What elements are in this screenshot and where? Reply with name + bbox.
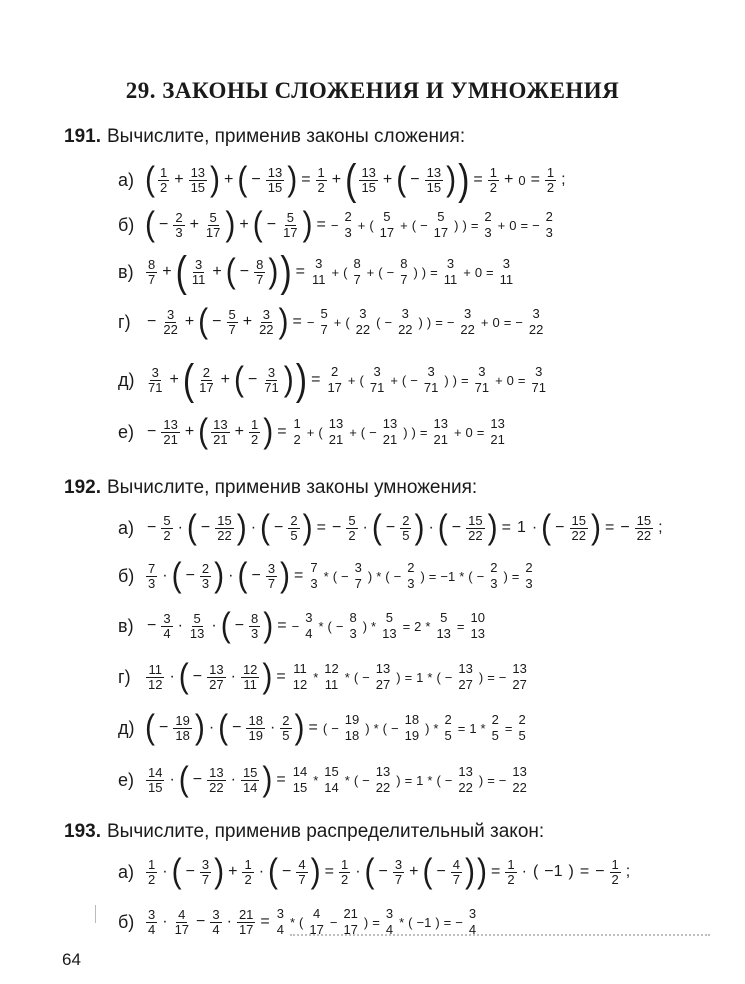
exercise-191-a — [118, 156, 569, 204]
item-label: г) — [118, 666, 131, 687]
printed-expression: $\frac{7}{3}$ · ( − $\frac{2}{3}$ ) · ( − $\frac{3}{7}$ ) = — [148, 556, 304, 595]
exercise-192-c — [118, 606, 489, 646]
printed-expression: − $\frac{3}{4}$ · $\frac{5}{13}$ · ( − $\frac{8}{3}$ ) = — [147, 606, 287, 645]
printed-expression: $\frac{8}{7}$ + ( $\frac{3}{11}$ + ( − $\frac{8}{7}$ ) ) = — [148, 248, 305, 296]
task-192-heading — [64, 477, 477, 499]
exercise-191-c — [118, 248, 517, 296]
exercise-192-e — [118, 708, 530, 748]
handwritten-answer: ( − 19 18 ) * ( − 18 19 ) * 2 5 = 1 * 2 5 = 2 5 — [322, 712, 526, 743]
exercise-191-e — [118, 356, 550, 404]
task-text: Вычислите, применив распределительный закон: — [106, 821, 545, 842]
item-label: в) — [118, 615, 134, 636]
exercise-191-d — [118, 302, 547, 342]
item-label: б) — [118, 565, 135, 586]
printed-expression: ( − $\frac{2}{3}$ + $\frac{5}{17}$ ) + ( − $\frac{5}{17}$ ) = — [145, 205, 326, 244]
handwritten-answer: − 5 7 + ( 3 22 ( − 3 22 ) ) = − 3 22 + 0 = − 3 22 — [306, 306, 544, 337]
page-title: 29. ЗАКОНЫ СЛОЖЕНИЯ И УМНОЖЕНИЯ — [125, 78, 620, 103]
handwritten-answer: 3 4 * ( 4 17 − 21 17 ) = 3 4 * ( −1 ) = − 3 4 — [276, 906, 477, 937]
printed-expression: − $\frac{3}{22}$ + ( − $\frac{5}{7}$ + $\frac{3}{22}$ ) = — [147, 302, 302, 341]
dotted-line — [290, 934, 710, 938]
handwritten-answer: 7 3 * ( − 3 7 ) * ( − 2 3 ) = −1 * ( − 2 3 ) = 2 3 — [310, 560, 533, 591]
item-label: б) — [118, 911, 135, 932]
handwritten-answer: 3 11 + ( 8 7 + ( − 8 7 ) ) = 3 11 + 0 = 3 11 — [312, 256, 514, 287]
printed-expression: $\frac{11}{12}$ · ( − $\frac{13}{27}$ · $\frac{12}{11}$ ) = — [148, 657, 286, 696]
handwritten-answer: − 3 4 * ( − 8 3 ) * 5 13 = 2 * 5 13 = 10 13 — [291, 610, 485, 641]
item-label: в) — [118, 261, 134, 282]
task-number: 191. — [64, 126, 101, 147]
item-label: е) — [118, 421, 135, 442]
exercise-192-b — [118, 556, 537, 596]
printed-expression: $\frac{3}{71}$ + ( $\frac{2}{17}$ + ( − $\frac{3}{71}$ ) ) = — [148, 356, 321, 404]
exercise-191-f — [118, 412, 509, 452]
page-number: 64 — [62, 950, 81, 969]
handwritten-answer: 11 12 * 12 11 * ( − 13 27 ) = 1 * ( − 13 27 ) = − 13 27 — [292, 661, 527, 692]
item-label: д) — [118, 717, 135, 738]
item-label: а) — [118, 517, 135, 538]
exercise-193-a — [118, 852, 633, 892]
handwritten-answer: − 2 3 + ( 5 17 + ( − 5 17 ) ) = 2 3 + 0 = − 2 3 — [330, 209, 553, 240]
handwritten-answer: 14 15 * 15 14 * ( − 13 22 ) = 1 * ( − 13 22 ) = − 13 22 — [292, 764, 527, 795]
task-number: 193. — [64, 821, 101, 842]
printed-expression: $\frac{1}{2}$ · ( − $\frac{3}{7}$ ) + $\frac{1}{2}$ · ( − $\frac{4}{7}$ ) = — [148, 852, 334, 891]
exercise-191-b — [118, 205, 557, 245]
task-193-heading — [64, 821, 544, 843]
handwritten-answer: − $\frac{5}{2}$ · ( − $\frac{2}{5}$ ) · ( − $\frac{15}{22}$ ) = 1 · ( − $\frac{15}{22}$ ) = − $\frac{15}{22}$ ; — [331, 508, 663, 547]
printed-expression: $\frac{3}{4}$ · $\frac{4}{17}$ − $\frac{3}{4}$ · $\frac{21}{17}$ = — [148, 906, 270, 937]
task-text: Вычислите, применив законы сложения: — [106, 126, 466, 147]
task-191-heading — [64, 126, 465, 148]
margin-mark — [95, 905, 96, 923]
item-label: а) — [118, 861, 135, 882]
item-label: д) — [118, 369, 135, 390]
printed-expression: − $\frac{13}{21}$ + ( $\frac{13}{21}$ + $\frac{1}{2}$ ) = — [147, 412, 287, 451]
handwritten-answer: $\frac{1}{2}$ · ( − $\frac{3}{7}$ + ( − $\frac{4}{7}$ ) ) = $\frac{1}{2}$ · ( −1 ) = − $\frac{1}{2}$ ; — [340, 852, 631, 891]
printed-expression: ( − $\frac{19}{18}$ ) · ( − $\frac{18}{19}$ · $\frac{2}{5}$ ) = — [145, 708, 318, 747]
handwritten-answer: 1 2 + ( 13 21 + ( − 13 21 ) ) = 13 21 + 0 = 13 21 — [293, 416, 505, 447]
handwritten-answer: 2 17 + ( 3 71 + ( − 3 71 ) ) = 3 71 + 0 = 3 71 — [327, 364, 546, 395]
printed-expression: $\frac{14}{15}$ · ( − $\frac{13}{22}$ · $\frac{15}{14}$ ) = — [148, 760, 286, 799]
item-label: а) — [118, 169, 135, 190]
exercise-192-f — [118, 760, 531, 800]
exercise-192-a — [118, 508, 666, 548]
printed-expression: − $\frac{5}{2}$ · ( − $\frac{15}{22}$ ) · ( − $\frac{2}{5}$ ) = — [147, 508, 326, 547]
item-label: г) — [118, 311, 131, 332]
item-label: б) — [118, 214, 135, 235]
handwritten-answer: $\frac{1}{2}$ + ( $\frac{13}{15}$ + ( − $\frac{13}{15}$ ) ) = $\frac{1}{2}$ + 0 = $\frac{1}{2}$ ; — [317, 156, 566, 204]
item-label: е) — [118, 769, 135, 790]
task-number: 192. — [64, 477, 101, 498]
printed-expression: ( $\frac{1}{2}$ + $\frac{13}{15}$ ) + ( − $\frac{13}{15}$ ) = — [145, 160, 311, 199]
task-text: Вычислите, применив законы умножения: — [106, 477, 478, 498]
exercise-192-d — [118, 657, 531, 697]
